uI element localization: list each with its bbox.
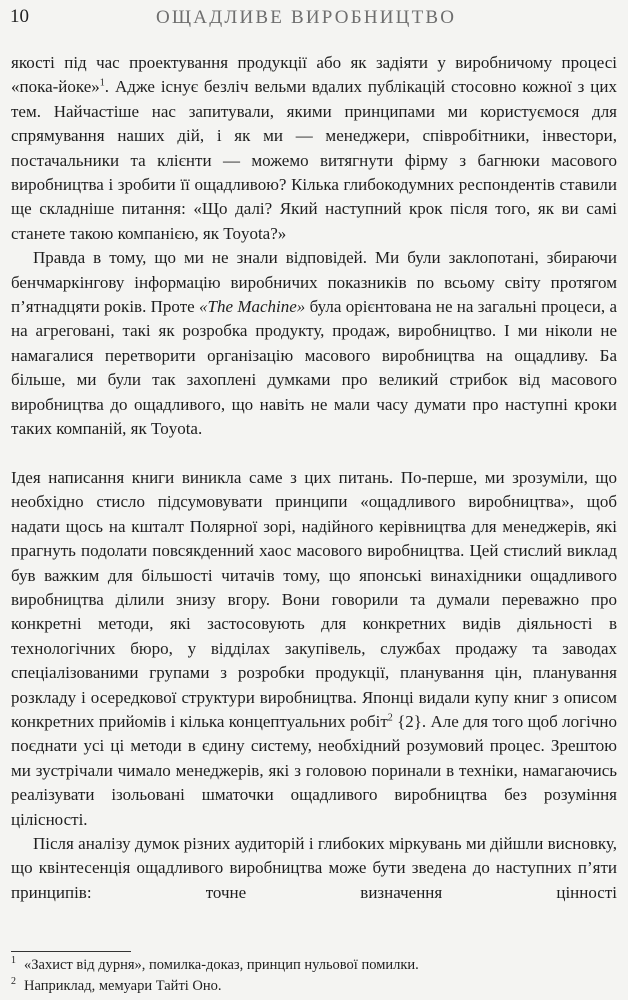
paragraph-4-text: Після аналізу думок різних аудиторій і глибоких міркувань ми дійшли висновку, що квінтесенція ощадливого виробництва може бути зведена до наступних п’яти принципів: точне визначення цінності — [11, 833, 617, 902]
footnotes — [11, 955, 617, 997]
paragraph-2-text-a: Правда в тому, що ми не знали відповідей. Ми були заклопотані, збираючи бенчмаркінгову інформацію виробничих показників по всьому світу протягом п’ятнадцяти років. Проте — [11, 248, 617, 317]
footnote-2-mark: 2 — [11, 976, 16, 988]
running-title: ОЩАДЛИВЕ ВИРОБНИЦТВО — [156, 7, 457, 28]
paragraph-3-text-a: Ідея написання книги виникла саме з цих питань. По-перше, ми зрозуміли, що необхідно стисло підсумовувати принципи «ощадливого виробництва», щоб надати щось на кшталт Полярної зорі, надійного керівництва для менеджерів, які прагнуть подолати повсякденний хаос масового виробництва. Цей стислий виклад був важким для більшості читачів тому, що японські винахідники ощадливого виробництва ділили знизу вгору. Вони говорили та думали переважно про конкретні методи, які застосовують для конкретних видів діяльності в технологічних бюро, у відділах закупівель, службах продажу та заводах спеціалізованими групами з розробки продукції, планування цін, планування розкладу і осередкової структури виробництва. Японці видали купу книг з описом конкретних прийомів і кілька концептуальних робіт — [11, 467, 617, 731]
footnote-1-text: «Захист від дурня», помилка-доказ, принцип нульової помилки. — [24, 957, 419, 973]
footnote-1 — [11, 955, 617, 976]
paragraph-1-text-b: . Адже існує безліч вельми вдалих публікацій стосовно кожної з цих тем. Найчастіше нас запитували, якими принципами ми користуємося для спрямування наших дій, і як ми — менеджери, співробітники, інвестори, постачальники та клієнти — можемо витягнути фірму з багнюки масового виробництва і зробити її ощадливою? Кілька глибокодумних респондентів ставили ще складніше питання: «Що далі? Який наступний крок після того, як ви самі станете такою компанією, як Toyota?» — [11, 77, 617, 243]
paragraph-2 — [11, 246, 617, 441]
paragraph-1 — [11, 51, 617, 246]
page-header — [10, 6, 618, 30]
paragraph-3-text-b: {2}. Але для того щоб логічно поєднати усі ці методи в єдину систему, необхідний розумовий процес. Зрештою ми зустрічали чимало менеджерів, які з головою поринали в техніки, намагаючись реалізувати ізольовані шматочки ощадливого виробництва без розуміння цілісності. — [11, 711, 617, 829]
paragraph-3 — [11, 466, 617, 832]
paragraph-1-text-a: якості під час проектування продукції або як задіяти у виробничому процесі «пока-йоке» — [11, 53, 617, 97]
footnote-1-mark: 1 — [11, 955, 16, 967]
book-title-italic: «The Machine» — [199, 297, 306, 317]
footnote-2-text: Наприклад, мемуари Тайті Оно. — [24, 978, 222, 994]
footnote-divider — [11, 951, 131, 952]
footnote-ref-1[interactable]: 1 — [99, 77, 105, 89]
paragraph-2-text-b: була орієнтована не на загальні процеси, а на агреговані, такі як розробка продукту, продаж, виробництво. І ми ніколи не намагалися перетворити організацію масового виробництва на ощадливу. Ба більше, ми були так захоплені думками про великий стрибок від масового виробництва до ощадливого, що навіть не мали часу думати про наступні кроки таких компаній, як Toyota. — [11, 297, 617, 439]
footnote-ref-2[interactable]: 2 — [387, 712, 393, 724]
footnote-2 — [11, 976, 617, 997]
page-number: 10 — [10, 6, 29, 27]
body-text — [11, 51, 617, 905]
paragraph-4 — [11, 832, 617, 905]
